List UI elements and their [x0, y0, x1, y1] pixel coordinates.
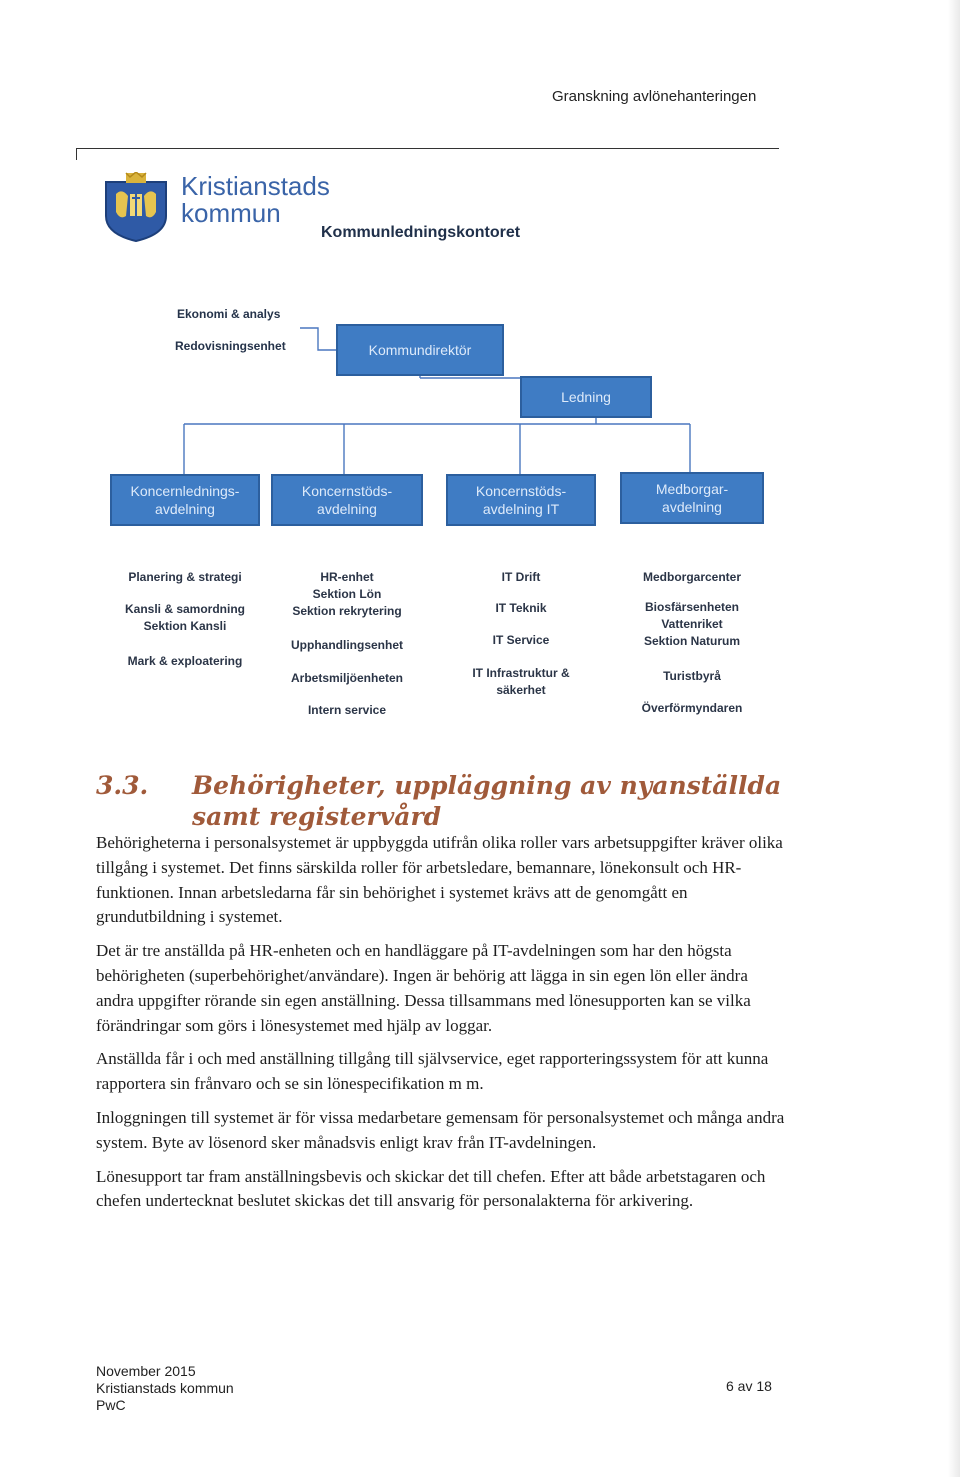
unit-item: Mark & exploatering	[127, 654, 243, 668]
unit-item: Intern service	[307, 703, 387, 717]
footer-org: Kristianstads kommun	[96, 1380, 234, 1396]
unit-item: Medborgarcenter	[642, 570, 742, 584]
paragraph: Det är tre anställda på HR-enheten och en handläggare på IT-avdelningen som har den högsta behörigheten (superbehörighet/användare). Ingen är behörig att lägga in sin egen lön eller ändra andra uppgifter rörande sin egen anställning. Dessa tillsammans med lönesupporten kan se vilka förändringar som görs i lönesystemet med hjälp av loggar.	[96, 941, 751, 1035]
section-title-line1: Behörigheter, uppläggning av nyanställda	[192, 771, 782, 800]
unit-item: IT Teknik	[495, 601, 547, 615]
unit-item: HR-enhet Sektion Lön Sektion rekrytering	[292, 570, 402, 618]
unit-item: IT Infrastruktur & säkerhet	[472, 666, 570, 697]
unit-item: Kansli & samordning Sektion Kansli	[124, 602, 246, 633]
unit-item: Arbetsmiljöenheten	[290, 671, 404, 685]
unit-ekonomi: Ekonomi & analys	[177, 307, 281, 321]
management-box	[520, 376, 652, 418]
paragraph: Behörigheterna i personalsystemet är uppbyggda utifrån olika roller vars arbetsuppgifter kräver olika tillgång i systemet. Det finns särskilda roller för arbetsledare, bemannare, lönekonsult och HR-funktionen. Innan arbetsledarna får sin behörighet i systemet krävs att de genomgått en grundutbildning i systemet.	[96, 833, 783, 927]
office-name: Kommunledningskontoret	[321, 224, 521, 241]
footer	[96, 1363, 234, 1414]
unit-item: Biosfärsenheten Vattenriket Sektion Naturum	[643, 600, 740, 648]
dept-label: Koncernlednings- avdelning	[130, 483, 240, 517]
unit-item: IT Service	[492, 633, 550, 647]
dept-label: Koncernstöds- avdelning IT	[475, 483, 567, 517]
management-label: Ledning	[561, 389, 611, 405]
footer-firm: PwC	[96, 1397, 126, 1413]
section-number: 3.3.	[96, 771, 149, 800]
unit-redovisning: Redovisningsenhet	[175, 339, 286, 353]
unit-item: Turistbyrå	[663, 669, 721, 683]
section-body	[96, 831, 786, 1223]
municipality-name-line2: kommun	[181, 198, 281, 228]
unit-item: Upphandlingsenhet	[291, 638, 403, 652]
paragraph: Inloggningen till systemet är för vissa medarbetare gemensam för personalsystemet och många andra system. Byte av lösenord sker månadsvis enligt krav från IT-avdelningen.	[96, 1107, 785, 1152]
municipality-name-line1: Kristianstads	[181, 171, 330, 201]
page-number: 6 av 18	[726, 1378, 772, 1394]
director-label: Kommundirektör	[368, 342, 472, 358]
unit-item: Planering & strategi	[128, 570, 242, 584]
section-title-line2: samt registervård	[192, 802, 442, 831]
dept-box-koncernstod-it	[446, 474, 596, 526]
units-col-koncernledning	[110, 569, 260, 709]
running-header: Granskning avlönehanteringen	[552, 88, 757, 105]
dept-box-medborgar	[620, 472, 764, 524]
dept-label: Medborgar- avdelning	[655, 481, 729, 515]
dept-box-koncernstod	[271, 474, 423, 526]
units-col-koncernstod	[271, 569, 423, 719]
dept-box-koncernledning	[110, 474, 260, 526]
director-box	[336, 324, 504, 376]
paragraph: Anställda får i och med anställning tillgång till självservice, eget rapporteringssystem för att kunna rapportera sin frånvaro och se sin lönespecifikation m m.	[96, 1049, 769, 1094]
unit-item: IT Drift	[501, 570, 541, 584]
unit-item: Överförmyndaren	[641, 701, 743, 715]
paragraph: Lönesupport tar fram anställningsbevis och skickar det till chefen. Efter att både arbetstagaren och chefen undertecknat beslutet skickas det till ansvarig för personalakterna för arkivering.	[96, 1166, 766, 1211]
units-col-medborgar	[620, 569, 764, 719]
units-col-it	[446, 569, 596, 709]
dept-label: Koncernstöds- avdelning	[301, 483, 393, 517]
footer-date: November 2015	[96, 1363, 196, 1379]
section-heading	[96, 770, 781, 832]
